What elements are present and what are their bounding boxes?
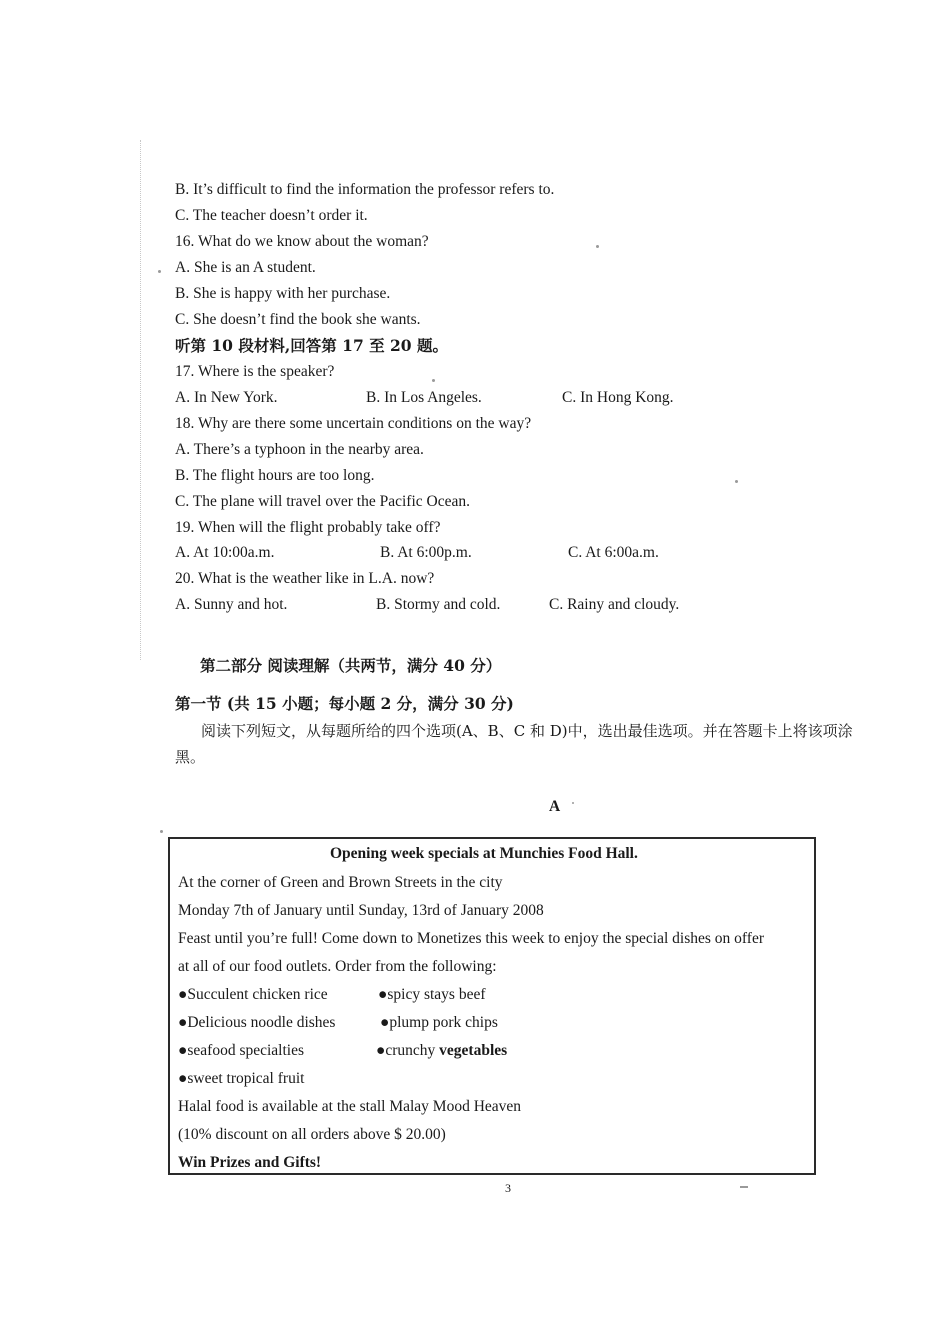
q20-option-a: A. Sunny and hot. xyxy=(175,596,288,613)
menu-item-bold-text: vegetables xyxy=(439,1042,508,1059)
scan-speck xyxy=(160,830,163,833)
menu-item: ●Succulent chicken rice xyxy=(178,986,328,1003)
q19-option-c: C. At 6:00a.m. xyxy=(568,544,659,561)
ad-discount: (10% discount on all orders above $ 20.00) xyxy=(178,1126,446,1143)
section-10-heading: 听第 10 段材料,回答第 17 至 20 题。 xyxy=(175,336,448,355)
q17-option-b: B. In Los Angeles. xyxy=(366,389,482,406)
q20-stem: 20. What is the weather like in L.A. now? xyxy=(175,570,435,587)
q16-option-b: B. She is happy with her purchase. xyxy=(175,285,391,302)
q19-option-a: A. At 10:00a.m. xyxy=(175,544,275,561)
section-1-title: 第一节 (共 15 小题；每小题 2 分，满分 30 分) xyxy=(175,694,514,713)
q20-option-b: B. Stormy and cold. xyxy=(376,596,501,613)
ad-intro-cont: at all of our food outlets. Order from the following: xyxy=(178,958,497,975)
q16-option-c: C. She doesn’t find the book she wants. xyxy=(175,311,421,328)
ad-halal-note: Halal food is available at the stall Malay Mood Heaven xyxy=(178,1098,522,1115)
q15-option-b: B. It’s difficult to find the information the professor refers to. xyxy=(175,181,555,198)
q17-stem: 17. Where is the speaker? xyxy=(175,363,335,380)
menu-item: ●sweet tropical fruit xyxy=(178,1070,305,1087)
q19-option-b: B. At 6:00p.m. xyxy=(380,544,472,561)
passage-letter: A xyxy=(549,798,561,815)
advertisement-title: Opening week specials at Munchies Food Hall. xyxy=(330,845,638,862)
page-number: 3 xyxy=(505,1181,511,1195)
q18-stem: 18. Why are there some uncertain conditions on the way? xyxy=(175,415,532,432)
menu-item: ●spicy stays beef xyxy=(378,986,486,1003)
menu-item: ●seafood specialties xyxy=(178,1042,304,1059)
q20-option-c: C. Rainy and cloudy. xyxy=(549,596,680,613)
q18-option-a: A. There’s a typhoon in the nearby area. xyxy=(175,441,424,458)
q18-option-c: C. The plane will travel over the Pacific Ocean. xyxy=(175,493,470,510)
menu-item xyxy=(376,1041,507,1061)
scan-speck xyxy=(596,245,599,248)
scan-speck xyxy=(432,379,435,382)
scan-speck xyxy=(158,270,161,273)
advertisement-box xyxy=(168,837,816,1175)
q18-option-b: B. The flight hours are too long. xyxy=(175,467,375,484)
q16-option-a: A. She is an A student. xyxy=(175,259,316,276)
scan-speck xyxy=(740,1186,748,1188)
menu-item-text: ●crunchy xyxy=(376,1042,440,1059)
q17-option-a: A. In New York. xyxy=(175,389,278,406)
part-2-title: 第二部分 阅读理解（共两节，满分 40 分） xyxy=(200,656,502,675)
q17-option-c: C. In Hong Kong. xyxy=(562,389,674,406)
scan-margin-noise xyxy=(140,140,151,660)
ad-intro: Feast until you’re full! Come down to Monetizes this week to enjoy the special dishes on offer xyxy=(178,930,765,947)
scan-speck xyxy=(572,802,574,804)
scan-speck xyxy=(735,480,738,483)
q19-stem: 19. When will the flight probably take off? xyxy=(175,519,441,536)
reading-instructions: 阅读下列短文，从每题所给的四个选项(A、B、C 和 D)中，选出最佳选项。并在答题卡上将该项涂黑。 xyxy=(175,722,853,766)
ad-location: At the corner of Green and Brown Streets in the city xyxy=(178,874,503,891)
q16-stem: 16. What do we know about the woman? xyxy=(175,233,429,250)
menu-item: ●plump pork chips xyxy=(380,1014,498,1031)
q15-option-c: C. The teacher doesn’t order it. xyxy=(175,207,368,224)
ad-dates: Monday 7th of January until Sunday, 13rd of January 2008 xyxy=(178,902,544,919)
ad-prizes: Win Prizes and Gifts! xyxy=(178,1154,322,1171)
menu-item: ●Delicious noodle dishes xyxy=(178,1014,336,1031)
